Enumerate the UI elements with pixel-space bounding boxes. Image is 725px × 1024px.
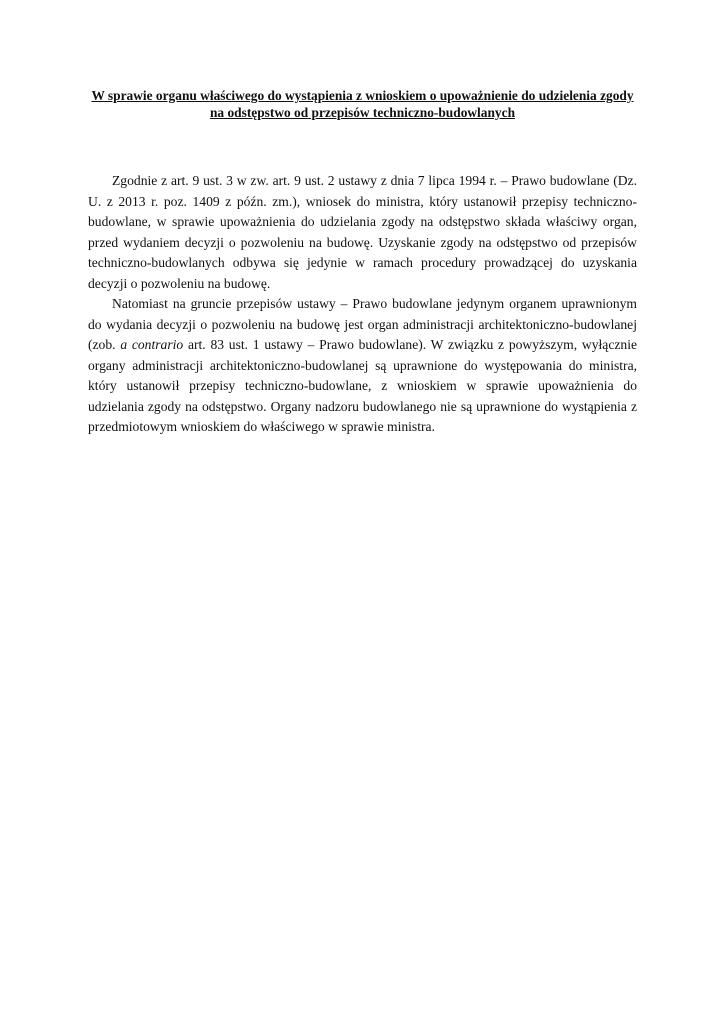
- paragraph-2-text-end: art. 83 ust. 1 ustawy – Prawo budowlane). W związku z powyższym, wyłącznie organy administracji architektoniczno-budowlanej są uprawnione do występowania do ministra, który ustanowił przepisy techniczno-budowlane, z wnioskiem w sprawie upoważnienia do udzielania zgody na odstępstwo. Organy nadzoru budowlanego nie są uprawnione do wystąpienia z przedmiotowym wnioskiem do właściwego w sprawie ministra.: [88, 337, 638, 434]
- paragraph-1: Zgodnie z art. 9 ust. 3 w zw. art. 9 ust. 2 ustawy z dnia 7 lipca 1994 r. – Prawo budowlane (Dz. U. z 2013 r. poz. 1409 z późn. zm.), wniosek do ministra, który ustanowił przepisy techniczno-budowlane, w sprawie upoważnienia do udzielania zgody na odstępstwo składa właściwy organ, przed wydaniem decyzji o pozwoleniu na budowę. Uzyskanie zgody na odstępstwo od przepisów techniczno-budowlanych odbywa się jedynie w ramach procedury prowadzącej do uzyskania decyzji o pozwoleniu na budowę.: [88, 173, 637, 291]
- document-body: [88, 171, 637, 438]
- paragraph-2-italic-phrase: a contrario: [120, 337, 184, 352]
- document-title: W sprawie organu właściwego do wystąpienia z wnioskiem o upoważnienie do udzielenia zgody na odstępstwo od przepisów techniczno-budowlanych: [91, 88, 634, 120]
- paragraph-2-text-start: Natomiast na gruncie przepisów ustawy – Prawo budowlane jedynym organem uprawnionym do wydania decyzji o pozwoleniu na budowę jest organ administracji architektoniczno-budowlanej (zob.: [88, 296, 637, 352]
- paragraph-2: [88, 294, 637, 438]
